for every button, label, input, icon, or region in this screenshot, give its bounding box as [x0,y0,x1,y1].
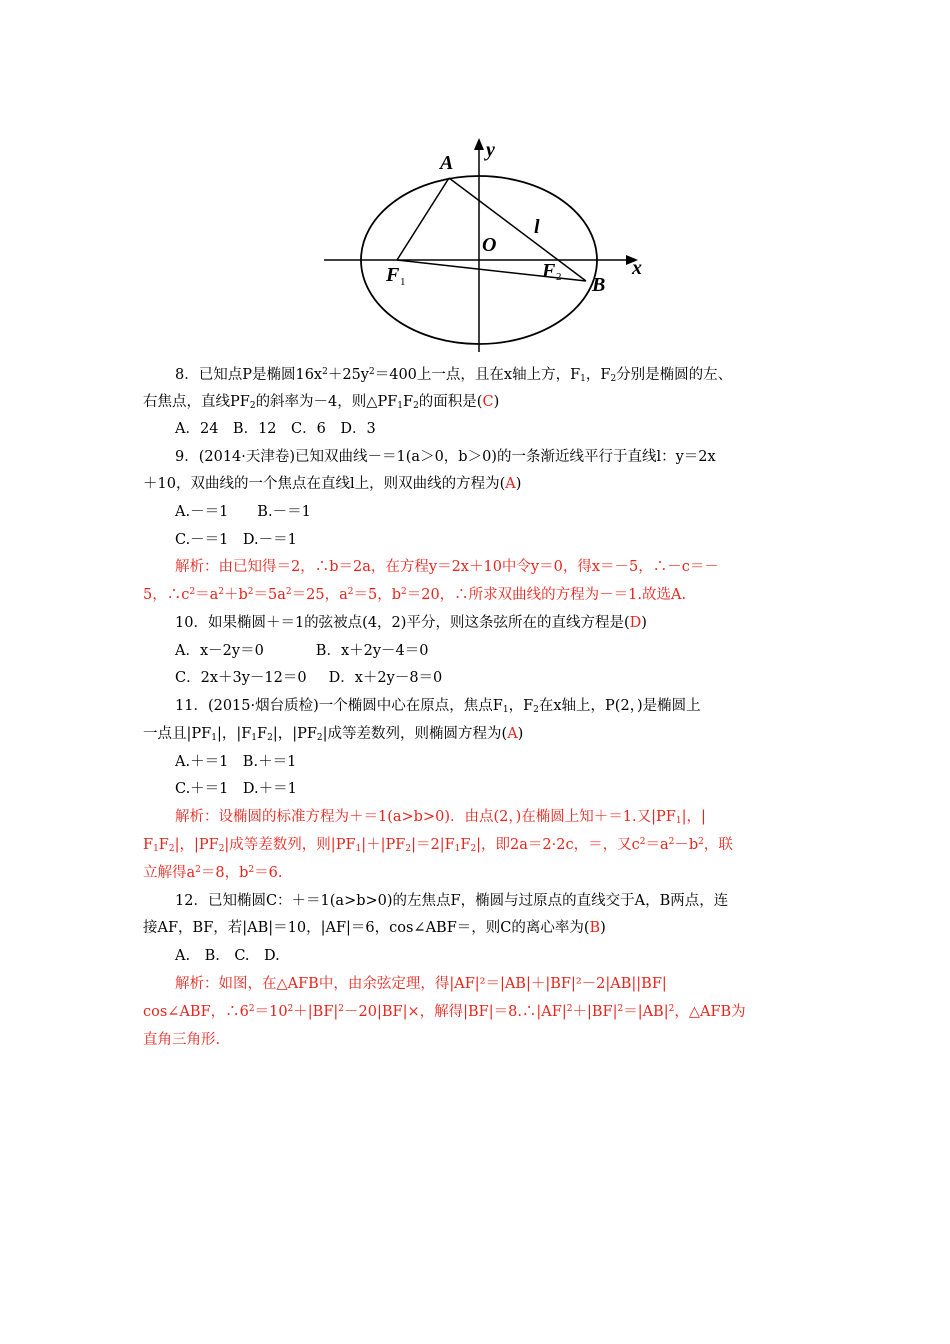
q8-answer: C [482,394,494,410]
q10-line1: 10．如果椭圆＋＝1的弦被点(4，2)平分，则这条弦所在的直线方程是(D) [175,615,647,631]
label-B: B [592,274,606,296]
q9-solution-line1: 解析：由已知得＝2，∴b＝2a，在方程y＝2x＋10中令y＝0，得x＝－5，∴－c＝－ [175,559,719,575]
q12-line2: 接AF，BF，若|AB|＝10，|AF|＝6，cos∠ABF＝，则C的离心率为(B) [143,920,606,936]
q12-solution-line2: cos∠ABF，$\therefore 6^2=10^2+|BF|^2-20|BF|\times$，解得$|BF|=8.\therefore|AF|^2+|BF|^2=|AB|^2$，△AFB为 [143,1004,746,1020]
q11-solution-line1: 解析：设椭圆的标准方程为＋＝1(a>b>0)．由点(2，)在椭圆上知＋＝1.又$|PF_1|$，| [175,809,706,826]
q9-options-cd: C.－＝1 D.－＝1 [175,532,297,548]
q12-solution-line1: 解析：如图，在△AFB中，由余弦定理，得|AF|²＝|AB|＋|BF|²－2|AB||BF| [175,976,667,992]
q11-line1: 11．(2015·烟台质检)一个椭圆中心在原点，焦点$F_1$，$F_2$在x轴上，P(2，)是椭圆上 [175,698,701,715]
q10-options-ab: A．x－2y＝0 B．x＋2y－4＝0 [175,643,429,659]
label-F1-sub: 1 [400,276,406,288]
y-axis-arrow [474,138,484,150]
q10-answer: D [629,615,642,631]
q8-line2: 右焦点，直线$PF_2$的斜率为－4，则$\triangle PF_1F_2$的面积是(C) [143,394,500,411]
q11-options-cd: C.＋＝1 D.＋＝1 [175,781,297,797]
label-F2: F [542,260,556,282]
q11-solution-line2: $F_1F_2|$，$|PF_2|$成等差数列，则$|PF_1|+|PF_2|=2|F_1F_2|$，即2a＝2·2c，＝，又$c^2=a^2-b^2$，联 [143,837,733,854]
label-y: y [486,139,495,161]
q9-answer: A [505,476,516,492]
q12-solution-line3: 直角三角形. [143,1032,221,1048]
q12-line1: 12．已知椭圆C：＋＝1(a>b>0)的左焦点F，椭圆与过原点的直线交于A，B两点，连 [175,893,729,909]
q12-options: A. B. C. D. [175,948,280,964]
label-F2-sub: 2 [556,271,562,283]
line-l-AB [449,178,586,281]
q12-answer: B [589,920,601,936]
q9-line1: 9．(2014·天津卷)已知双曲线－＝1(a＞0，b＞0)的一条渐近线平行于直线l：y＝2x [175,449,716,465]
q11-answer: A [507,726,518,742]
q11-options-ab: A.＋＝1 B.＋＝1 [175,754,297,770]
label-F1: F [386,264,400,286]
q11-line2: 一点且$|PF_1|$，$|F_1F_2|$，$|PF_2|$成等差数列，则椭圆方程为(A) [143,726,524,743]
q8-options: A．24 B．12 C．6 D．3 [175,421,376,437]
q9-line2: ＋10，双曲线的一个焦点在直线l上，则双曲线的方程为(A) [143,476,522,492]
label-A: A [440,152,454,174]
q9-options-ab: A.－＝1 B.－＝1 [175,504,311,520]
segment-F1A [397,178,449,260]
label-O: O [482,234,497,256]
label-l: l [534,216,540,238]
q11-solution-line3: 立解得$a^2=8$，$b^2=6$. [143,865,283,881]
label-x: x [632,257,642,279]
ellipse-figure [320,134,650,356]
q9-solution-line2: 5，$\therefore c^2=a^2+b^2=5a^2=25$，$a^2=5$，$b^2=20$，∴所求双曲线的方程为－＝1.故选A. [143,587,687,603]
q10-options-cd: C．2x＋3y－12＝0 D．x＋2y－8＝0 [175,670,443,686]
q8-line1: 8．已知点P是椭圆$16x^2+25y^2=400$上一点，且在x轴上方，$F_1$，$F_2$分别是椭圆的左、 [175,367,733,384]
